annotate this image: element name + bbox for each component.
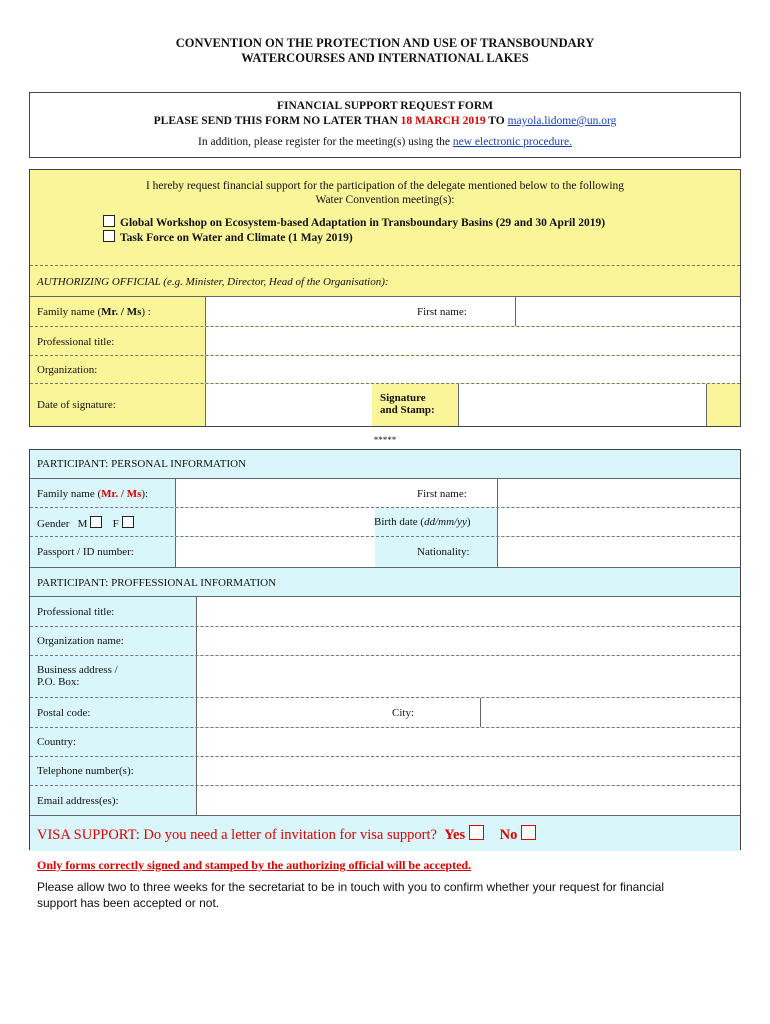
birth-date-field[interactable] (497, 508, 740, 536)
participant-telephone-row (30, 757, 740, 786)
participant-email-row (30, 786, 740, 816)
acceptance-warning: Only forms correctly signed and stamped by the authorizing official will be accepted. (37, 858, 472, 872)
authorizing-family-name-label: Family name (Mr. / Ms) : (37, 306, 151, 318)
organization-name-label: Organization name: (37, 635, 124, 647)
email-field[interactable] (196, 786, 740, 815)
participant-first-name-field[interactable] (497, 479, 740, 507)
authorizing-name-row (30, 297, 740, 327)
section-separator: ***** (373, 435, 397, 445)
authorizing-professional-title-label: Professional title: (37, 336, 115, 348)
business-address-label: Business address / P.O. Box: (37, 664, 118, 688)
postal-code-field[interactable] (196, 698, 480, 727)
send-prefix: PLEASE SEND THIS FORM NO LATER THAN (153, 115, 398, 127)
support-intro-line1: I hereby request financial support for the participation of the delegate mentioned below to the following (145, 180, 625, 192)
register-text: In addition, please register for the meeting(s) using the (198, 136, 450, 148)
gender-m-checkbox[interactable] (90, 516, 102, 528)
participant-address-row (30, 656, 740, 698)
authorizing-first-name-field[interactable] (515, 297, 740, 326)
request-box (29, 92, 741, 158)
participant-organization-row (30, 627, 740, 656)
participant-professional-title-field[interactable] (196, 597, 740, 626)
date-of-signature-field[interactable] (205, 384, 372, 426)
telephone-field[interactable] (196, 757, 740, 785)
professional-heading-row (30, 568, 740, 597)
email-label: Email address(es): (37, 795, 119, 807)
city-field[interactable] (480, 698, 740, 727)
authorizing-professional-title-field[interactable] (205, 327, 740, 355)
authorizing-organization-row (30, 356, 740, 384)
visa-row (30, 816, 740, 851)
authorizing-signature-row (30, 384, 740, 426)
participant-family-name-label: Family name (Mr. / Ms): (37, 488, 149, 500)
visa-yes-checkbox[interactable] (469, 825, 484, 840)
personal-heading-row (30, 450, 740, 479)
postal-code-label: Postal code: (37, 707, 91, 719)
personal-heading: PARTICIPANT: PERSONAL INFORMATION (37, 458, 247, 470)
document-title-line2: WATERCOURSES AND INTERNATIONAL LAKES (241, 51, 529, 65)
meeting-option-2 (103, 230, 353, 244)
meeting2-checkbox[interactable] (103, 230, 115, 242)
participant-section (29, 449, 741, 850)
meeting2-label: Task Force on Water and Climate (1 May 2019) (120, 232, 353, 244)
authorizing-heading: AUTHORIZING OFFICIAL (e.g. Minister, Director, Head of the Organisation): (37, 276, 389, 288)
birth-date-label: Birth date (dd/mm/yy) (374, 516, 471, 528)
date-of-signature-label: Date of signature: (37, 399, 116, 411)
support-request-area (30, 170, 740, 266)
authorizing-organization-field[interactable] (205, 356, 740, 383)
visa-no-label: No (499, 827, 518, 843)
visa-yes-label: Yes (444, 827, 466, 843)
country-field[interactable] (196, 728, 740, 756)
meeting1-checkbox[interactable] (103, 215, 115, 227)
business-address-field[interactable] (196, 656, 740, 697)
professional-heading: PARTICIPANT: PROFFESSIONAL INFORMATION (37, 577, 277, 589)
signature-label: Signature and Stamp: (380, 392, 435, 416)
participant-postal-row (30, 698, 740, 728)
support-intro-line2: Water Convention meeting(s): (315, 194, 455, 206)
participant-country-row (30, 728, 740, 757)
participant-first-name-label: First name: (417, 488, 467, 500)
document-title-line1: CONVENTION ON THE PROTECTION AND USE OF TRANSBOUNDARY (175, 36, 595, 50)
passport-label: Passport / ID number: (37, 546, 134, 558)
visa-question: VISA SUPPORT: Do you need a letter of invitation for visa support? Yes No (37, 825, 541, 844)
authorizing-heading-row (30, 266, 740, 297)
country-label: Country: (37, 736, 77, 748)
gender-f-checkbox[interactable] (122, 516, 134, 528)
note-line1: Please allow two to three weeks for the secretariat to be in touch with you to confirm whether your request for financial (37, 880, 664, 894)
electronic-procedure-link[interactable]: new electronic procedure. (452, 136, 572, 148)
note-line2: support has been accepted or not. (37, 896, 220, 910)
participant-gender-row (30, 508, 740, 537)
participant-passport-row (30, 537, 740, 568)
nationality-field[interactable] (497, 537, 740, 567)
send-to: TO (488, 115, 505, 127)
passport-field[interactable] (175, 537, 375, 567)
participant-name-row (30, 479, 740, 508)
authorizing-family-name-field[interactable] (205, 297, 515, 326)
deadline: 18 MARCH 2019 (400, 115, 486, 127)
meeting1-label: Global Workshop on Ecosystem-based Adaptation in Transboundary Basins (29 and 30 April 2019) (120, 217, 606, 229)
organization-name-field[interactable] (196, 627, 740, 655)
nationality-label: Nationality: (417, 546, 470, 558)
authorizing-organization-label: Organization: (37, 364, 98, 376)
city-label: City: (392, 707, 415, 719)
send-instruction (30, 115, 740, 127)
form-title: FINANCIAL SUPPORT REQUEST FORM (276, 100, 494, 112)
meeting-option-1 (103, 215, 605, 229)
participant-title-row (30, 597, 740, 627)
authorizing-first-name-label: First name: (417, 306, 467, 318)
gender-spacer (175, 508, 375, 536)
visa-no-checkbox[interactable] (521, 825, 536, 840)
email-link[interactable]: mayola.lidome@un.org (507, 115, 617, 127)
signature-stamp-field[interactable] (458, 384, 707, 426)
gender-label: Gender M F (37, 516, 139, 530)
participant-professional-title-label: Professional title: (37, 606, 115, 618)
telephone-label: Telephone number(s): (37, 765, 134, 777)
register-instruction (30, 136, 740, 148)
authorizing-section (29, 169, 741, 427)
authorizing-title-row (30, 327, 740, 356)
